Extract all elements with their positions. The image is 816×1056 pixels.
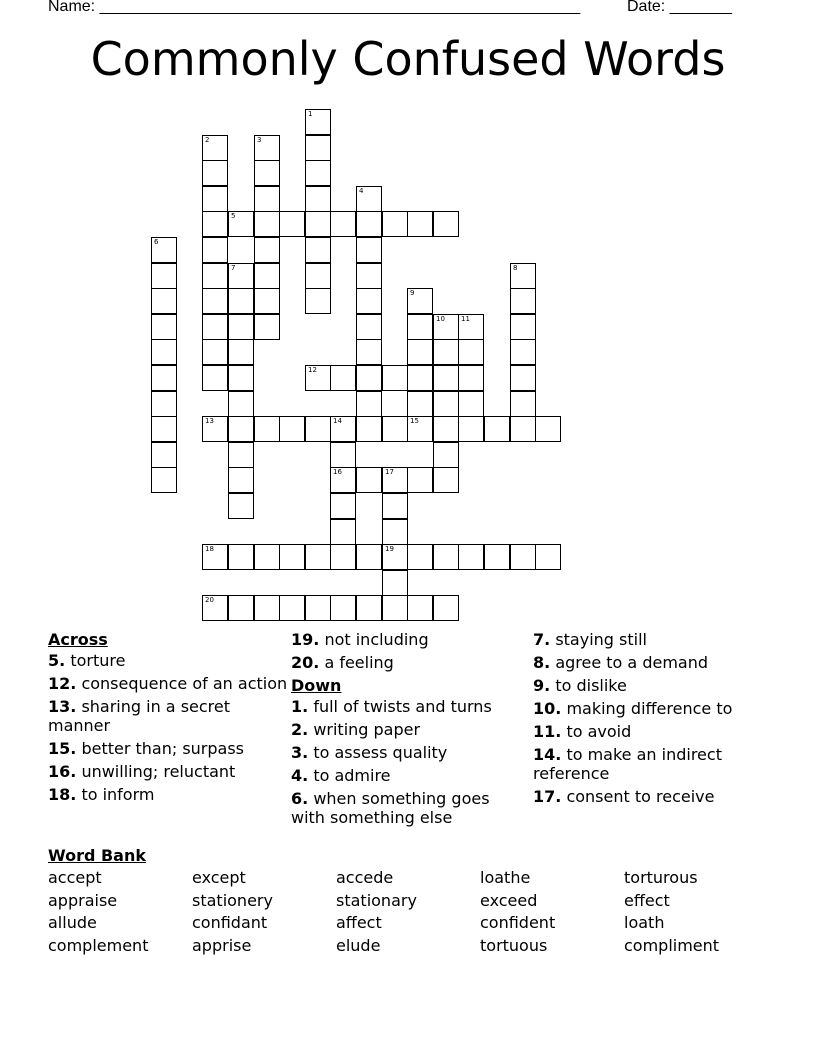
grid-cell[interactable] [510,416,536,442]
clue-number: 4 [359,187,364,195]
clue-number: 13 [205,417,214,425]
clue-item [291,766,521,785]
clue-text: writing paper [313,720,421,739]
grid-cell[interactable] [407,391,433,417]
clue-number-label: 4. [291,766,309,785]
clue-text: agree to a demand [555,653,708,672]
grid-cell[interactable] [484,416,510,442]
grid-cell[interactable] [382,519,408,545]
grid-cell[interactable] [356,186,382,212]
grid-cell[interactable] [433,365,459,391]
clue-item [48,739,288,758]
grid-cell[interactable] [407,467,433,493]
clue-number-label: 16. [48,762,77,781]
date-field-line: Date: _______ [627,0,732,15]
clue-item [533,722,773,741]
clue-item [48,785,288,804]
grid-cell[interactable] [151,339,177,365]
grid-cell[interactable] [202,263,228,289]
grid-cell[interactable] [202,186,228,212]
grid-cell[interactable] [458,339,484,365]
clue-number-label: 13. [48,697,77,716]
grid-cell[interactable] [202,314,228,340]
grid-cell[interactable] [458,544,484,570]
grid-cell[interactable] [535,416,561,442]
grid-cell[interactable] [510,391,536,417]
grid-cell[interactable] [305,160,331,186]
clue-number: 9 [410,289,415,297]
clue-text: full of twists and turns [313,697,492,716]
grid-cell[interactable] [382,570,408,596]
grid-cell[interactable] [279,544,305,570]
grid-cell[interactable] [510,365,536,391]
clue-number-label: 20. [291,653,320,672]
grid-cell[interactable] [305,186,331,212]
clue-item [291,630,521,649]
grid-cell[interactable] [254,544,280,570]
grid-cell[interactable] [407,339,433,365]
grid-cell[interactable] [433,211,459,237]
clue-number: 10 [436,315,445,323]
grid-cell[interactable] [151,467,177,493]
grid-cell[interactable] [510,339,536,365]
grid-cell[interactable] [330,442,356,468]
grid-cell[interactable] [254,186,280,212]
grid-cell[interactable] [433,595,459,621]
word-bank-heading: Word Bank [48,846,147,865]
word-bank-item: torturous [624,868,698,887]
grid-cell[interactable] [433,416,459,442]
grid-cell[interactable] [356,365,382,391]
grid-cell[interactable] [356,211,382,237]
grid-cell[interactable] [228,442,254,468]
word-bank-item: accede [336,868,394,887]
grid-cell[interactable] [228,288,254,314]
word-bank-item: stationary [336,890,417,910]
grid-cell[interactable] [484,544,510,570]
clue-item [291,653,521,672]
clue-text: unwilling; reluctant [81,762,236,781]
clue-number: 3 [257,136,262,144]
clue-item [533,653,773,672]
clue-number-label: 1. [291,697,309,716]
clue-number-label: 9. [533,676,551,695]
grid-cell[interactable] [228,365,254,391]
clue-item [48,651,288,670]
grid-cell[interactable] [305,237,331,263]
clue-item [48,762,288,781]
grid-cell[interactable] [202,237,228,263]
clue-text: not including [324,630,429,649]
grid-cell[interactable] [458,391,484,417]
grid-cell[interactable] [433,544,459,570]
clue-number: 6 [154,238,159,246]
clue-number-label: 3. [291,743,309,762]
word-bank-item: confidant [192,913,268,932]
grid-cell[interactable] [254,135,280,161]
grid-cell[interactable] [151,365,177,391]
grid-cell[interactable] [433,442,459,468]
grid-cell[interactable] [305,365,331,391]
grid-cell[interactable] [330,365,356,391]
clue-number-label: 12. [48,674,77,693]
grid-cell[interactable] [382,595,408,621]
grid-cell[interactable] [151,416,177,442]
clue-text: when something goes with something else [291,789,490,827]
grid-cell[interactable] [305,416,331,442]
clue-number: 14 [333,417,342,425]
clue-number: 7 [231,264,236,272]
clue-number: 5 [231,212,236,220]
grid-cell[interactable] [382,365,408,391]
clue-number: 17 [385,468,394,476]
grid-cell[interactable] [305,544,331,570]
grid-cell[interactable] [510,288,536,314]
word-bank-item: tortuous [480,935,548,955]
clue-item [291,743,521,762]
grid-cell[interactable] [356,288,382,314]
grid-cell[interactable] [202,339,228,365]
grid-cell[interactable] [202,416,228,442]
grid-cell[interactable] [458,314,484,340]
grid-cell[interactable] [407,288,433,314]
clue-text: to dislike [555,676,627,695]
grid-cell[interactable] [151,288,177,314]
clue-item [48,697,288,735]
grid-cell[interactable] [228,314,254,340]
grid-cell[interactable] [228,416,254,442]
grid-cell[interactable] [356,263,382,289]
clue-item [291,789,521,827]
grid-cell[interactable] [305,263,331,289]
word-bank-item: loath [624,913,665,932]
grid-cell[interactable] [356,339,382,365]
clue-number: 8 [513,264,518,272]
grid-cell[interactable] [151,237,177,263]
clue-number: 2 [205,136,210,144]
clue-text: sharing in a secret manner [48,697,231,735]
grid-cell[interactable] [458,365,484,391]
grid-cell[interactable] [407,314,433,340]
clue-number: 1 [308,110,313,118]
clue-number-label: 2. [291,720,309,739]
grid-cell[interactable] [254,416,280,442]
grid-cell[interactable] [330,211,356,237]
grid-cell[interactable] [356,237,382,263]
grid-cell[interactable] [356,416,382,442]
clue-number: 16 [333,468,342,476]
grid-cell[interactable] [433,467,459,493]
word-bank-item: compliment [624,935,720,955]
grid-cell[interactable] [228,339,254,365]
grid-cell[interactable] [254,288,280,314]
grid-cell[interactable] [254,314,280,340]
clue-number: 18 [205,545,214,553]
clue-number-label: 5. [48,651,66,670]
clue-number-label: 10. [533,699,562,718]
clue-number: 12 [308,366,317,374]
clue-text: to avoid [566,722,632,741]
page-title: Commonly Confused Words [90,32,726,86]
word-bank-item: allude [48,913,97,932]
grid-cell[interactable] [151,263,177,289]
clues-column-1 [48,630,288,808]
grid-cell[interactable] [458,416,484,442]
grid-cell[interactable] [330,519,356,545]
clue-number-label: 15. [48,739,77,758]
grid-cell[interactable] [510,544,536,570]
word-bank-item: effect [624,890,670,910]
grid-cell[interactable] [202,365,228,391]
clue-text: to inform [81,785,155,804]
grid-cell[interactable] [202,211,228,237]
grid-cell[interactable] [330,467,356,493]
clue-item [533,699,773,718]
grid-cell[interactable] [305,288,331,314]
down-heading: Down [291,676,342,695]
clue-number-label: 14. [533,745,562,764]
grid-cell[interactable] [433,339,459,365]
grid-cell[interactable] [407,416,433,442]
grid-cell[interactable] [228,211,254,237]
grid-cell[interactable] [305,211,331,237]
word-bank-item: except [192,868,246,887]
clue-number: 11 [461,315,470,323]
clue-text: consequence of an action [81,674,288,693]
grid-cell[interactable] [228,467,254,493]
grid-cell[interactable] [382,467,408,493]
clue-text: making difference to [566,699,733,718]
grid-cell[interactable] [356,595,382,621]
clue-number: 20 [205,596,214,604]
grid-cell[interactable] [228,595,254,621]
clue-text: staying still [555,630,647,649]
clue-number-label: 18. [48,785,77,804]
grid-cell[interactable] [254,263,280,289]
grid-cell[interactable] [202,135,228,161]
word-bank-item: appraise [48,890,118,910]
clue-item [533,745,773,783]
grid-cell[interactable] [330,544,356,570]
clue-item [533,676,773,695]
grid-cell[interactable] [202,288,228,314]
grid-cell[interactable] [305,595,331,621]
grid-cell[interactable] [330,416,356,442]
grid-cell[interactable] [254,211,280,237]
grid-cell[interactable] [330,493,356,519]
grid-cell[interactable] [279,416,305,442]
grid-cell[interactable] [151,314,177,340]
word-bank-item: stationery [192,890,273,910]
grid-cell[interactable] [433,391,459,417]
clues-column-3 [533,630,773,810]
grid-cell[interactable] [356,467,382,493]
word-bank-item: accept [48,868,102,887]
grid-cell[interactable] [228,493,254,519]
grid-cell[interactable] [228,544,254,570]
grid-cell[interactable] [382,211,408,237]
word-bank-item: affect [336,913,382,932]
grid-cell[interactable] [407,365,433,391]
clue-text: to make an indirect reference [533,745,722,783]
word-bank [48,868,768,955]
grid-cell[interactable] [433,314,459,340]
clue-text: consent to receive [566,787,715,806]
grid-cell[interactable] [510,263,536,289]
clue-text: to assess quality [313,743,448,762]
grid-cell[interactable] [228,391,254,417]
grid-cell[interactable] [151,391,177,417]
grid-cell[interactable] [305,109,331,135]
clue-number-label: 7. [533,630,551,649]
grid-cell[interactable] [279,211,305,237]
across-heading: Across [48,630,108,649]
word-bank-item: complement [48,935,149,955]
clues-column-2 [291,630,521,831]
grid-cell[interactable] [356,314,382,340]
grid-cell[interactable] [535,544,561,570]
grid-cell[interactable] [305,135,331,161]
grid-cell[interactable] [510,314,536,340]
grid-cell[interactable] [407,211,433,237]
grid-cell[interactable] [382,544,408,570]
clue-text: to admire [313,766,391,785]
word-bank-item: exceed [480,890,538,910]
clue-number-label: 17. [533,787,562,806]
grid-cell[interactable] [407,595,433,621]
grid-cell[interactable] [202,595,228,621]
clue-text: a feeling [324,653,394,672]
clue-item [291,720,521,739]
word-bank-item: apprise [192,935,252,955]
grid-cell[interactable] [382,416,408,442]
word-bank-item: elude [336,935,381,955]
grid-cell[interactable] [202,544,228,570]
clue-text: better than; surpass [81,739,245,758]
clue-item [48,674,288,693]
grid-cell[interactable] [254,595,280,621]
grid-cell[interactable] [202,160,228,186]
clue-item [533,787,773,806]
grid-cell[interactable] [330,595,356,621]
clue-number-label: 11. [533,722,562,741]
clue-item [533,630,773,649]
clue-item [291,697,521,716]
grid-cell[interactable] [382,493,408,519]
grid-cell[interactable] [356,391,382,417]
grid-cell[interactable] [254,237,280,263]
clue-number-label: 8. [533,653,551,672]
word-bank-item: confident [480,913,556,932]
clue-number-label: 6. [291,789,309,808]
clue-number: 15 [410,417,419,425]
grid-cell[interactable] [151,442,177,468]
word-bank-item: loathe [480,868,531,887]
grid-cell[interactable] [228,263,254,289]
name-field-line: Name: ______________________________________________________ [48,0,581,15]
clue-number-label: 19. [291,630,320,649]
grid-cell[interactable] [356,544,382,570]
clue-text: torture [70,651,126,670]
grid-cell[interactable] [279,595,305,621]
grid-cell[interactable] [254,160,280,186]
grid-cell[interactable] [407,544,433,570]
clue-number: 19 [385,545,394,553]
